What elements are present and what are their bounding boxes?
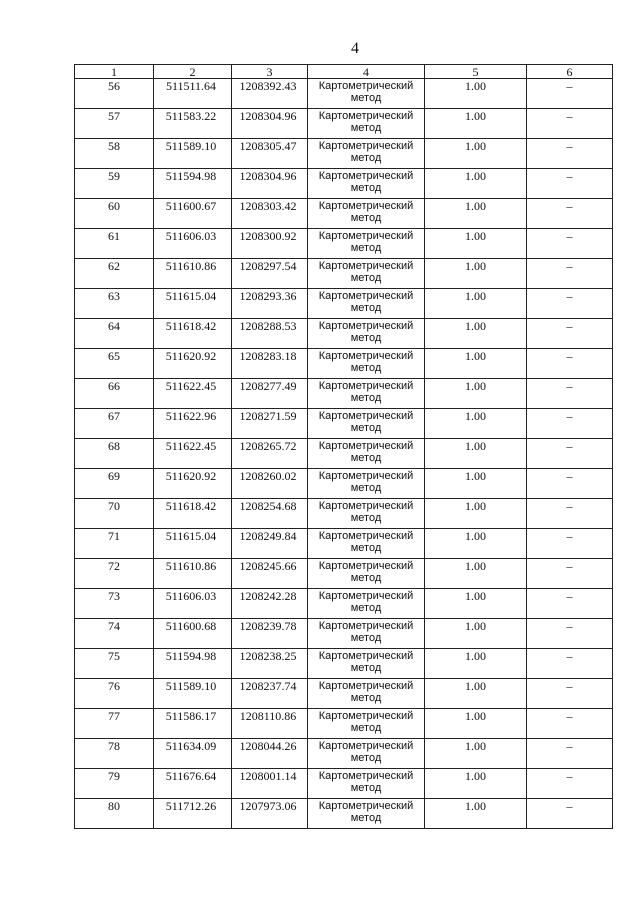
coordinates-table [74,64,613,829]
coordinate-y: 1208277.49 [232,379,308,409]
note-cell: – [527,79,613,109]
table-row [75,319,613,349]
coordinate-x: 511589.10 [154,679,232,709]
coordinate-x: 511622.96 [154,409,232,439]
accuracy-cell: 1.00 [425,169,527,199]
accuracy-cell: 1.00 [425,349,527,379]
column-header-5: 5 [425,65,527,79]
table-row [75,349,613,379]
column-header-6: 6 [527,65,613,79]
coordinate-y: 1208265.72 [232,439,308,469]
note-cell: – [527,619,613,649]
note-cell: – [527,139,613,169]
note-cell: – [527,439,613,469]
point-number: 78 [75,739,154,769]
accuracy-cell: 1.00 [425,499,527,529]
point-number: 67 [75,409,154,439]
accuracy-cell: 1.00 [425,739,527,769]
method-cell: Картометрический метод [308,289,425,319]
accuracy-cell: 1.00 [425,619,527,649]
note-cell: – [527,559,613,589]
coordinate-y: 1208260.02 [232,469,308,499]
note-cell: – [527,229,613,259]
coordinate-x: 511622.45 [154,439,232,469]
coordinate-y: 1208242.28 [232,589,308,619]
table-row [75,139,613,169]
coordinate-y: 1208304.96 [232,109,308,139]
coordinate-x: 511622.45 [154,379,232,409]
table-body [75,79,613,829]
coordinate-y: 1208297.54 [232,259,308,289]
coordinate-x: 511511.64 [154,79,232,109]
note-cell: – [527,769,613,799]
coordinate-x: 511606.03 [154,229,232,259]
coordinate-x: 511589.10 [154,139,232,169]
coordinate-x: 511712.26 [154,799,232,829]
point-number: 72 [75,559,154,589]
accuracy-cell: 1.00 [425,109,527,139]
coordinate-y: 1208249.84 [232,529,308,559]
method-cell: Картометрический метод [308,619,425,649]
accuracy-cell: 1.00 [425,319,527,349]
coordinate-y: 1208001.14 [232,769,308,799]
accuracy-cell: 1.00 [425,409,527,439]
method-cell: Картометрический метод [308,229,425,259]
table-row [75,679,613,709]
method-cell: Картометрический метод [308,499,425,529]
method-cell: Картометрический метод [308,139,425,169]
method-cell: Картометрический метод [308,679,425,709]
point-number: 68 [75,439,154,469]
accuracy-cell: 1.00 [425,289,527,319]
note-cell: – [527,109,613,139]
coordinate-y: 1208304.96 [232,169,308,199]
coordinate-x: 511600.68 [154,619,232,649]
table-row [75,259,613,289]
table-row [75,589,613,619]
note-cell: – [527,349,613,379]
note-cell: – [527,679,613,709]
coordinate-y: 1208303.42 [232,199,308,229]
coordinate-x: 511618.42 [154,499,232,529]
point-number: 61 [75,229,154,259]
accuracy-cell: 1.00 [425,799,527,829]
point-number: 76 [75,679,154,709]
method-cell: Картометрический метод [308,259,425,289]
coordinate-y: 1208254.68 [232,499,308,529]
page-number: 4 [351,40,359,57]
point-number: 63 [75,289,154,319]
coordinate-x: 511586.17 [154,709,232,739]
table-row [75,619,613,649]
note-cell: – [527,529,613,559]
coordinate-x: 511583.22 [154,109,232,139]
table-row [75,529,613,559]
note-cell: – [527,379,613,409]
coordinate-y: 1208283.18 [232,349,308,379]
accuracy-cell: 1.00 [425,769,527,799]
coordinate-x: 511615.04 [154,289,232,319]
method-cell: Картометрический метод [308,649,425,679]
point-number: 77 [75,709,154,739]
accuracy-cell: 1.00 [425,649,527,679]
coordinate-y: 1208245.66 [232,559,308,589]
point-number: 58 [75,139,154,169]
accuracy-cell: 1.00 [425,679,527,709]
coordinate-y: 1208237.74 [232,679,308,709]
accuracy-cell: 1.00 [425,79,527,109]
table-row [75,229,613,259]
coordinate-x: 511618.42 [154,319,232,349]
accuracy-cell: 1.00 [425,529,527,559]
coordinate-y: 1208293.36 [232,289,308,319]
coordinate-y: 1208110.86 [232,709,308,739]
point-number: 65 [75,349,154,379]
method-cell: Картометрический метод [308,769,425,799]
point-number: 66 [75,379,154,409]
note-cell: – [527,469,613,499]
coordinate-y: 1208239.78 [232,619,308,649]
method-cell: Картометрический метод [308,109,425,139]
accuracy-cell: 1.00 [425,559,527,589]
coordinate-y: 1207973.06 [232,799,308,829]
coordinate-y: 1208044.26 [232,739,308,769]
point-number: 75 [75,649,154,679]
coordinate-x: 511610.86 [154,259,232,289]
method-cell: Картометрический метод [308,559,425,589]
point-number: 59 [75,169,154,199]
table-row [75,199,613,229]
coordinate-y: 1208238.25 [232,649,308,679]
method-cell: Картометрический метод [308,169,425,199]
coordinate-y: 1208392.43 [232,79,308,109]
point-number: 80 [75,799,154,829]
point-number: 56 [75,79,154,109]
method-cell: Картометрический метод [308,379,425,409]
accuracy-cell: 1.00 [425,229,527,259]
table-row [75,469,613,499]
point-number: 70 [75,499,154,529]
table-row [75,769,613,799]
method-cell: Картометрический метод [308,439,425,469]
point-number: 74 [75,619,154,649]
point-number: 71 [75,529,154,559]
point-number: 62 [75,259,154,289]
coordinate-x: 511594.98 [154,649,232,679]
table-row [75,559,613,589]
note-cell: – [527,499,613,529]
table-row [75,109,613,139]
table-row [75,799,613,829]
table-row [75,169,613,199]
column-header-3: 3 [232,65,308,79]
note-cell: – [527,289,613,319]
table-row [75,649,613,679]
column-header-1: 1 [75,65,154,79]
point-number: 57 [75,109,154,139]
point-number: 69 [75,469,154,499]
accuracy-cell: 1.00 [425,379,527,409]
coordinate-x: 511594.98 [154,169,232,199]
table-row [75,289,613,319]
method-cell: Картометрический метод [308,709,425,739]
accuracy-cell: 1.00 [425,589,527,619]
point-number: 73 [75,589,154,619]
table-row [75,739,613,769]
coordinate-x: 511620.92 [154,349,232,379]
method-cell: Картометрический метод [308,409,425,439]
note-cell: – [527,259,613,289]
coordinate-y: 1208271.59 [232,409,308,439]
column-header-4: 4 [308,65,425,79]
table-row [75,709,613,739]
point-number: 79 [75,769,154,799]
coordinate-y: 1208300.92 [232,229,308,259]
note-cell: – [527,199,613,229]
method-cell: Картометрический метод [308,199,425,229]
accuracy-cell: 1.00 [425,259,527,289]
accuracy-cell: 1.00 [425,439,527,469]
note-cell: – [527,799,613,829]
coordinate-y: 1208305.47 [232,139,308,169]
accuracy-cell: 1.00 [425,709,527,739]
coordinate-x: 511610.86 [154,559,232,589]
method-cell: Картометрический метод [308,589,425,619]
coordinate-x: 511606.03 [154,589,232,619]
method-cell: Картометрический метод [308,739,425,769]
note-cell: – [527,319,613,349]
note-cell: – [527,709,613,739]
table-row [75,79,613,109]
method-cell: Картометрический метод [308,799,425,829]
point-number: 64 [75,319,154,349]
note-cell: – [527,409,613,439]
note-cell: – [527,739,613,769]
table-row [75,439,613,469]
method-cell: Картометрический метод [308,349,425,379]
coordinate-x: 511676.64 [154,769,232,799]
note-cell: – [527,589,613,619]
coordinate-x: 511615.04 [154,529,232,559]
accuracy-cell: 1.00 [425,469,527,499]
coordinate-y: 1208288.53 [232,319,308,349]
coordinate-x: 511620.92 [154,469,232,499]
note-cell: – [527,169,613,199]
accuracy-cell: 1.00 [425,139,527,169]
table-row [75,379,613,409]
column-header-2: 2 [154,65,232,79]
accuracy-cell: 1.00 [425,199,527,229]
method-cell: Картометрический метод [308,79,425,109]
method-cell: Картометрический метод [308,319,425,349]
coordinate-x: 511600.67 [154,199,232,229]
table-row [75,409,613,439]
method-cell: Картометрический метод [308,529,425,559]
table-header-row [75,65,613,79]
point-number: 60 [75,199,154,229]
table-row [75,499,613,529]
method-cell: Картометрический метод [308,469,425,499]
coordinate-x: 511634.09 [154,739,232,769]
note-cell: – [527,649,613,679]
